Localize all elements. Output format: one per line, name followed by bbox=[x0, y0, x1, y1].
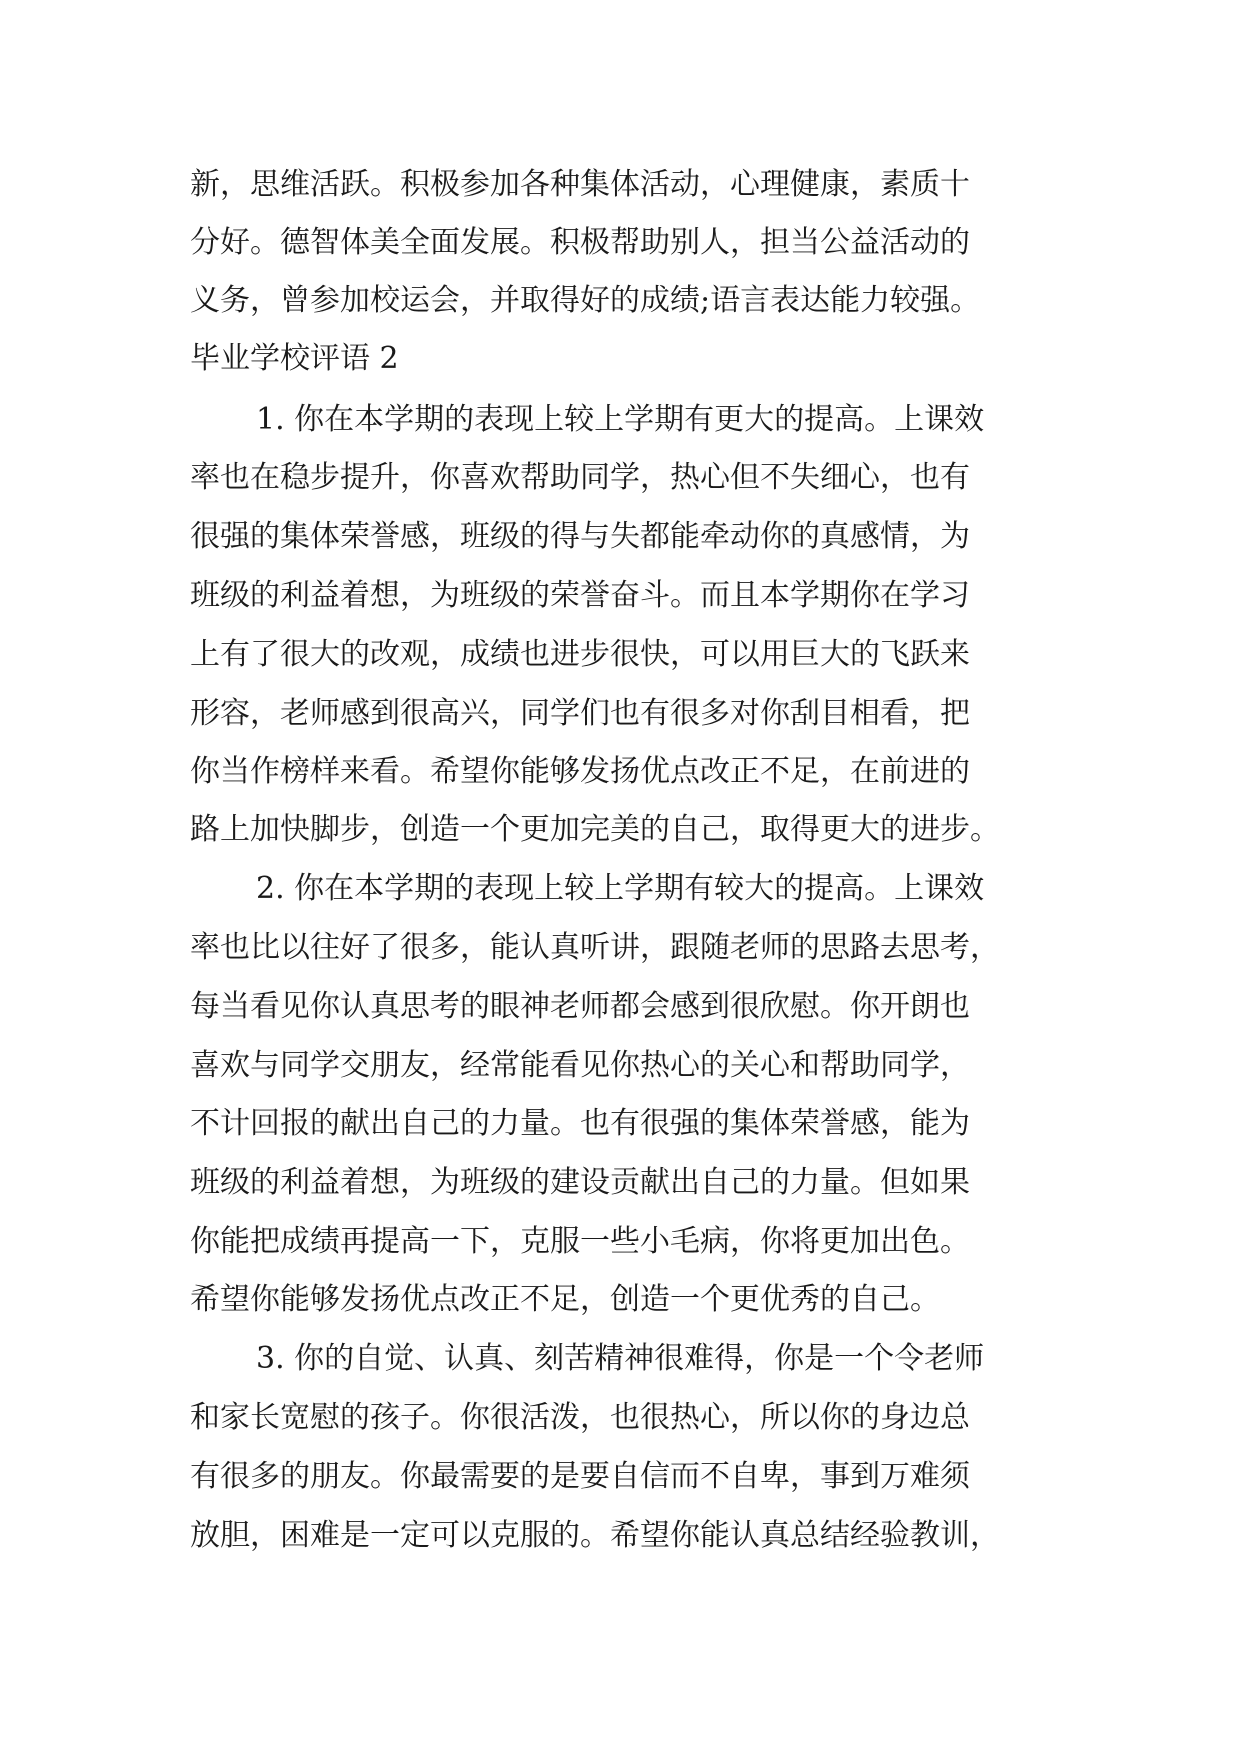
text-line: 分好。德智体美全面发展。积极帮助别人，担当公益活动的 bbox=[190, 225, 970, 260]
text-line: 率也比以往好了很多，能认真听讲，跟随老师的思路去思考， bbox=[190, 930, 1000, 965]
text-line: 放胆，困难是一定可以克服的。希望你能认真总结经验教训， bbox=[190, 1518, 1000, 1553]
text-line: 2. 你在本学期的表现上较上学期有较大的提高。上课效 bbox=[256, 871, 985, 906]
text-line: 和家长宽慰的孩子。你很活泼，也很热心，所以你的身边总 bbox=[190, 1400, 970, 1435]
text-line: 义务，曾参加校运会，并取得好的成绩;语言表达能力较强。 bbox=[190, 283, 981, 318]
text-line: 新，思维活跃。积极参加各种集体活动，心理健康，素质十 bbox=[190, 167, 970, 202]
text-line: 班级的利益着想，为班级的荣誉奋斗。而且本学期你在学习 bbox=[190, 578, 970, 613]
text-line: 你能把成绩再提高一下，克服一些小毛病，你将更加出色。 bbox=[190, 1224, 970, 1259]
text-line: 上有了很大的改观，成绩也进步很快，可以用巨大的飞跃来 bbox=[190, 637, 970, 672]
section-heading: 毕业学校评语 2 bbox=[190, 341, 399, 376]
text-line: 不计回报的献出自己的力量。也有很强的集体荣誉感，能为 bbox=[190, 1106, 970, 1141]
text-line: 很强的集体荣誉感，班级的得与失都能牵动你的真感情，为 bbox=[190, 519, 970, 554]
text-line: 3. 你的自觉、认真、刻苦精神很难得，你是一个令老师 bbox=[256, 1341, 985, 1376]
text-line: 你当作榜样来看。希望你能够发扬优点改正不足，在前进的 bbox=[190, 754, 970, 789]
text-line: 率也在稳步提升，你喜欢帮助同学，热心但不失细心，也有 bbox=[190, 460, 970, 495]
text-line: 班级的利益着想，为班级的建设贡献出自己的力量。但如果 bbox=[190, 1165, 970, 1200]
text-line: 路上加快脚步，创造一个更加完美的自己，取得更大的进步。 bbox=[190, 812, 1000, 847]
text-line: 喜欢与同学交朋友，经常能看见你热心的关心和帮助同学， bbox=[190, 1048, 970, 1083]
text-line: 每当看见你认真思考的眼神老师都会感到很欣慰。你开朗也 bbox=[190, 989, 970, 1024]
text-line: 有很多的朋友。你最需要的是要自信而不自卑，事到万难须 bbox=[190, 1459, 970, 1494]
text-line: 希望你能够发扬优点改正不足，创造一个更优秀的自己。 bbox=[190, 1282, 940, 1317]
text-line: 1. 你在本学期的表现上较上学期有更大的提高。上课效 bbox=[256, 402, 985, 437]
text-line: 形容，老师感到很高兴，同学们也有很多对你刮目相看，把 bbox=[190, 696, 970, 731]
